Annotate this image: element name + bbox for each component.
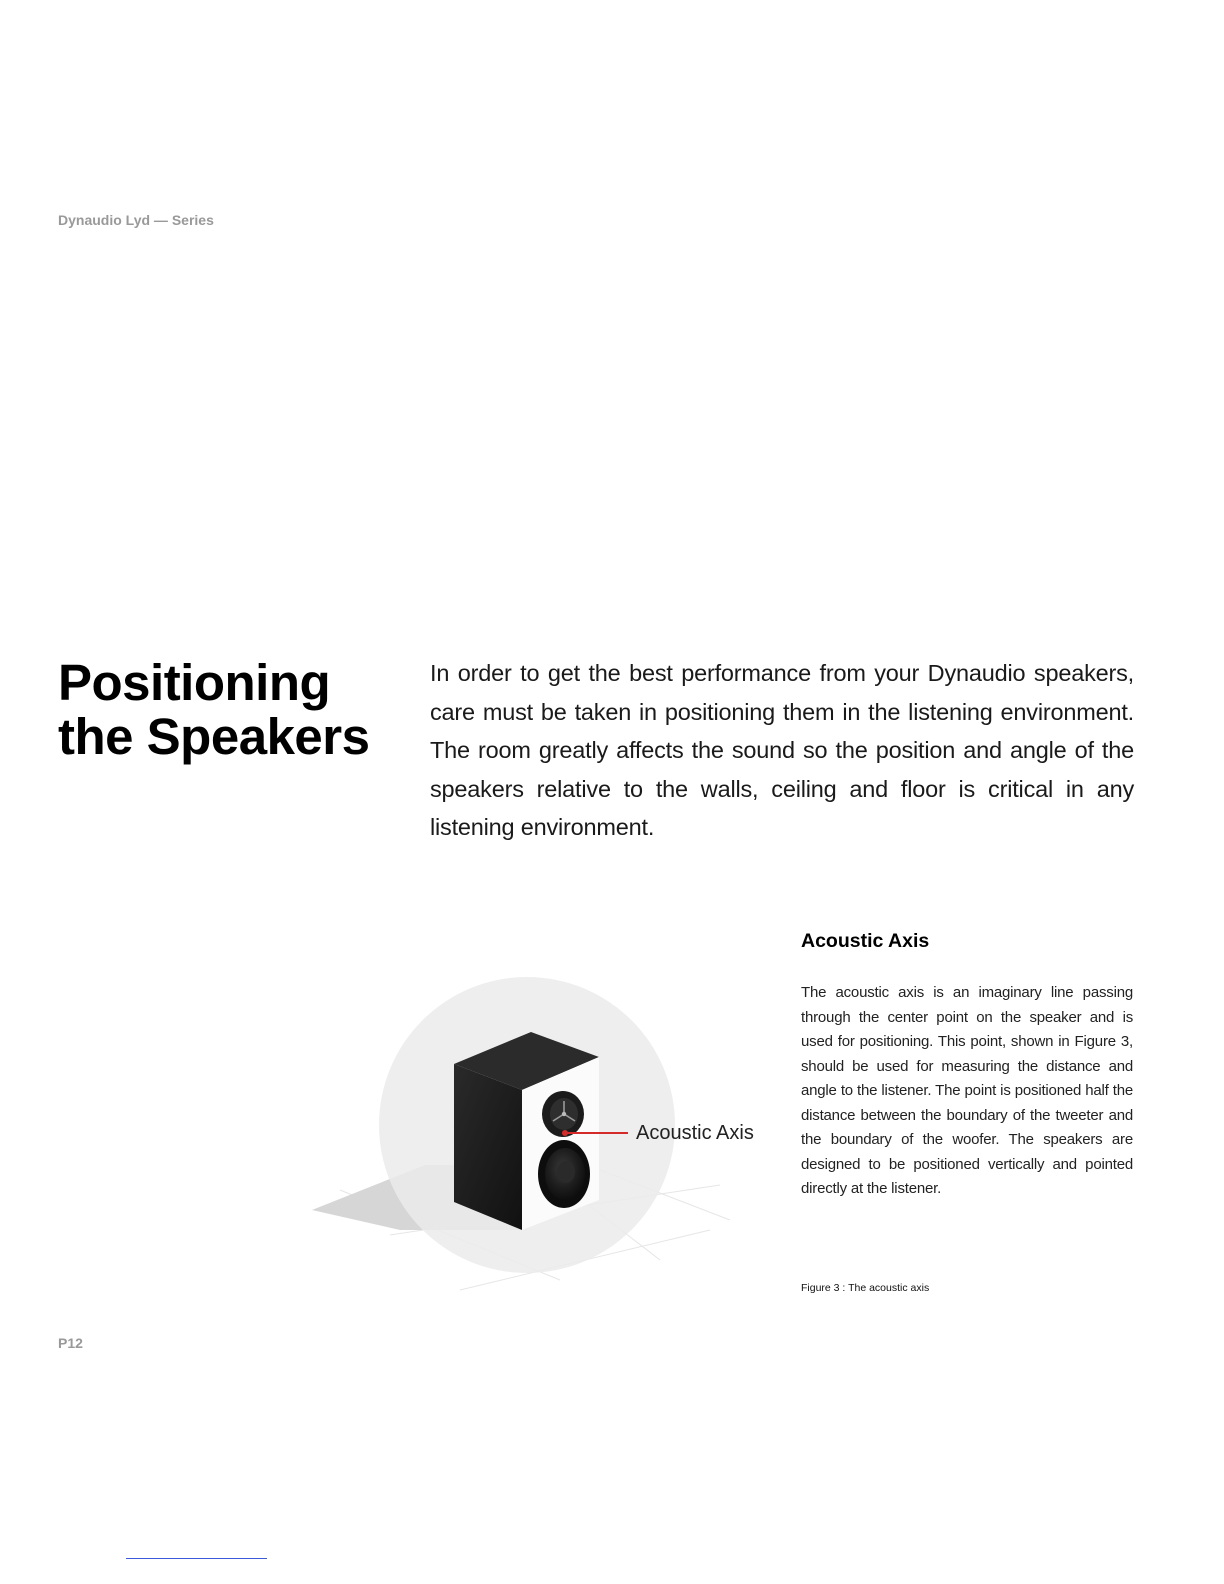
page-title-line-1: Positioning xyxy=(58,654,331,711)
acoustic-axis-point xyxy=(562,1130,568,1136)
section-body: The acoustic axis is an imaginary line passing through the center point on the speaker and is used for positioning. This point, shown in Figure 3, should be used for measuring the distance and angle to the listener. The point is positioned half the distance between the boundary of the tweeter and the boundary of the woofer. The speakers are designed to be positioned vertically and pointed directly at the listener. xyxy=(801,984,1133,1197)
speaker-illustration xyxy=(300,960,770,1310)
series-label: Dynaudio Lyd — Series xyxy=(58,212,214,228)
page-number: P12 xyxy=(58,1335,83,1351)
page-title xyxy=(58,656,418,764)
intro-paragraph: In order to get the best performance from your Dynaudio speakers, care must be taken in positioning them in the listening environment. The room greatly affects the sound so the position and angle of the speakers relative to the walls, ceiling and floor is critical in any listening environment. xyxy=(430,660,1134,841)
tweeter-icon xyxy=(542,1091,584,1137)
acoustic-axis-label: Acoustic Axis xyxy=(636,1122,754,1144)
acoustic-axis-figure xyxy=(300,960,770,1310)
woofer-icon xyxy=(538,1140,590,1208)
page-title-line-2: the Speakers xyxy=(58,708,370,765)
footer-rule xyxy=(126,1558,267,1559)
figure-caption: Figure 3 : The acoustic axis xyxy=(801,1282,930,1294)
section-heading: Acoustic Axis xyxy=(801,930,930,952)
speaker-side xyxy=(454,1064,522,1230)
